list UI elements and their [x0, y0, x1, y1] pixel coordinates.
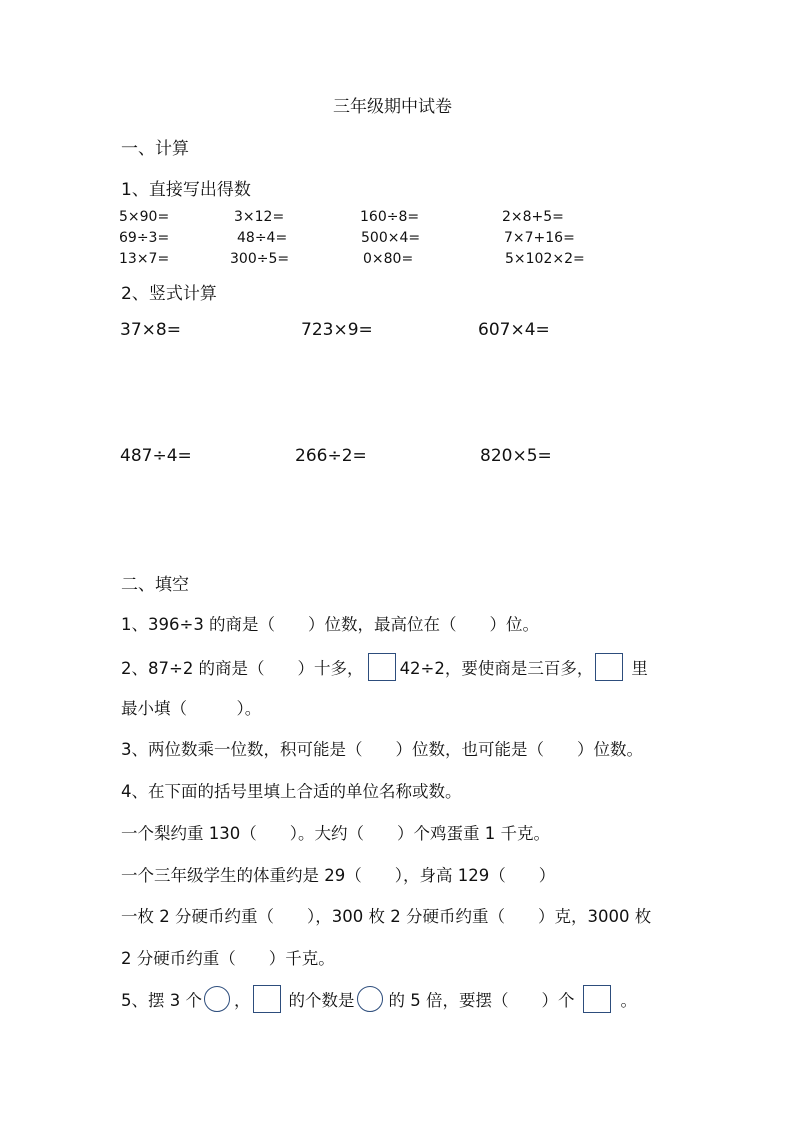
oral-r3c2: 300÷5=	[230, 251, 290, 267]
fill-q5-part-b: ，	[234, 991, 251, 1010]
circle-shape-icon	[204, 986, 230, 1012]
oral-r1c2: 3×12=	[234, 209, 285, 225]
oral-r1c3: 160÷8=	[360, 209, 420, 225]
oral-r3c3: 0×80=	[363, 251, 414, 267]
fill-q5-line	[121, 983, 637, 1015]
fill-q4: 4、在下面的括号里填上合适的单位名称或数。	[121, 782, 462, 801]
fill-q4-line4: 2 分硬币约重（ ）千克。	[121, 949, 335, 968]
oral-r1c1: 5×90=	[119, 209, 170, 225]
section1-heading: 一、计算	[121, 139, 189, 159]
fill-q5-part-e: 。	[620, 991, 637, 1010]
oral-r2c2: 48÷4=	[237, 230, 288, 246]
fill-q2-part-b: 42÷2，要使商是三百多，	[399, 659, 594, 678]
fill-q2-part-a: 2、87÷2 的商是（ ）十多，	[121, 659, 364, 678]
fill-q4-line2: 一个三年级学生的体重约是 29（ ），身高 129（ ）	[121, 866, 556, 885]
fill-q2-line	[121, 652, 648, 682]
fill-q4-line1: 一个梨约重 130（ ）。大约（ ）个鸡蛋重 1 千克。	[121, 824, 550, 843]
fill-q5-part-d: 的 5 倍，要摆（ ）个	[388, 991, 575, 1010]
vertical-r1c2: 723×9=	[301, 320, 373, 340]
vertical-r2c1: 487÷4=	[120, 446, 192, 466]
oral-r3c1: 13×7=	[119, 251, 170, 267]
square-shape-icon	[583, 985, 611, 1013]
vertical-r2c3: 820×5=	[480, 446, 552, 466]
blank-square-box[interactable]	[595, 653, 623, 681]
fill-q2-part-c: 里	[631, 659, 648, 678]
oral-r2c3: 500×4=	[361, 230, 421, 246]
square-shape-icon	[253, 985, 281, 1013]
q2-heading: 2、竖式计算	[121, 284, 217, 304]
fill-q2-cont: 最小填（ ）。	[121, 699, 262, 718]
fill-q5-part-a: 5、摆 3 个	[121, 991, 202, 1010]
fill-q5-part-c: 的个数是	[288, 991, 355, 1010]
vertical-r1c1: 37×8=	[120, 320, 181, 340]
oral-r1c4: 2×8+5=	[502, 209, 564, 225]
fill-q1: 1、396÷3 的商是（ ）位数，最高位在（ ）位。	[121, 615, 540, 634]
circle-shape-icon	[357, 986, 383, 1012]
fill-q3: 3、两位数乘一位数，积可能是（ ）位数，也可能是（ ）位数。	[121, 740, 643, 759]
section2-heading: 二、填空	[121, 575, 189, 595]
q1-heading: 1、直接写出得数	[121, 180, 251, 200]
page-title: 三年级期中试卷	[333, 97, 452, 117]
fill-q4-line3: 一枚 2 分硬币约重（ ），300 枚 2 分硬币约重（ ）克，3000 枚	[121, 907, 652, 926]
vertical-r1c3: 607×4=	[478, 320, 550, 340]
blank-square-box[interactable]	[368, 653, 396, 681]
oral-r2c1: 69÷3=	[119, 230, 170, 246]
oral-r3c4: 5×102×2=	[505, 251, 585, 267]
vertical-r2c2: 266÷2=	[295, 446, 367, 466]
oral-r2c4: 7×7+16=	[504, 230, 575, 246]
